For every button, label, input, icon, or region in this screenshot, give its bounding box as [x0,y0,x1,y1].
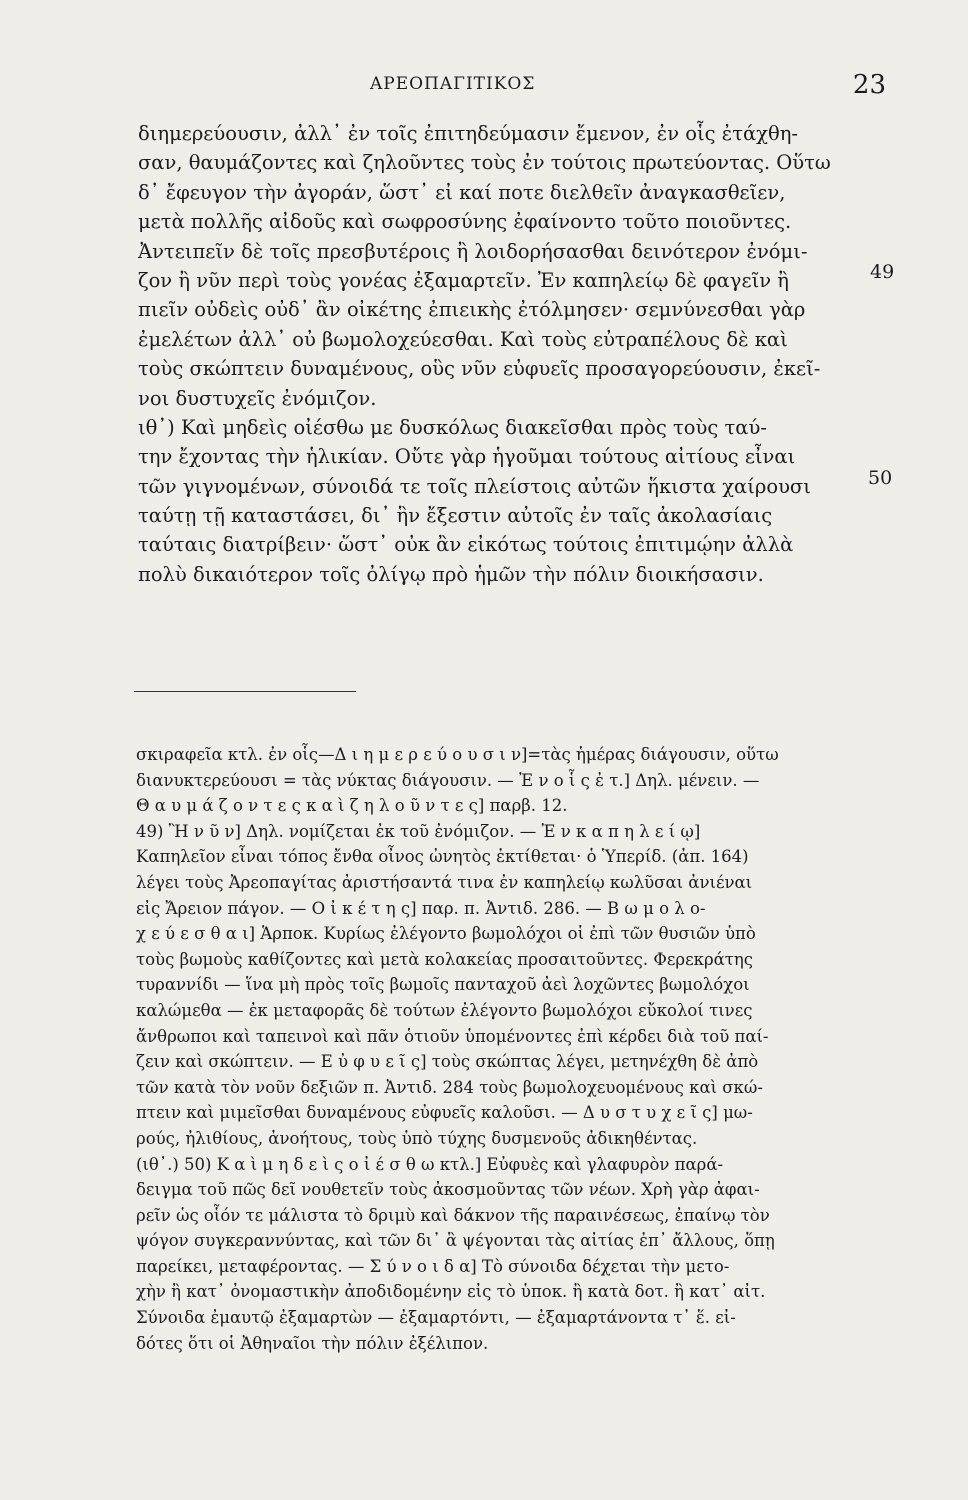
note-line: ζειν καὶ σκώπτειν. — Ε ὐ φ υ ε ῖ ς] τοὺς σκώπτας λέγει, μετηνέχθη δὲ ἀπὸ [136,1052,759,1072]
main-text [138,119,868,589]
note-line: Καπηλεῖον εἶναι τόπος ἔνθα οἶνος ὠνητὸς ἐκτίθεται· ὁ Ὑπερίδ. (ἀπ. 164) [136,847,749,867]
text-line: νοι δυστυχεῖς ἐνόμιζον. [138,386,377,410]
text-line: ἐμελέτων ἀλλ᾽ οὐ βωμολοχεύεσθαι. Καὶ τοὺς εὐτραπέλους δὲ καὶ [138,327,788,351]
text-line: Ἀντειπεῖν δὲ τοῖς πρεσβυτέροις ἢ λοιδορήσασθαι δεινότερον ἐνόμι- [138,239,808,263]
margin-line-number: 50 [868,467,893,489]
footnote-separator-rule [134,691,356,692]
text-line: τοὺς σκώπτειν δυναμένους, οὓς νῦν εὐφυεῖς προσαγορεύουσιν, ἐκεῖ- [138,357,821,381]
page-number: 23 [852,70,886,100]
text-line: μετὰ πολλῆς αἰδοῦς καὶ σωφροσύνης ἐφαίνοντο τοῦτο ποιοῦντες. [138,210,792,234]
text-line: ζον ἢ νῦν περὶ τοὺς γονέας ἐξαμαρτεῖν. Ἐν καπηλείῳ δὲ φαγεῖν ἢ [138,268,789,292]
text-line: δ᾽ ἔφευγον τὴν ἀγοράν, ὥστ᾽ εἰ καί ποτε διελθεῖν ἀναγκασθεῖεν, [138,180,786,204]
note-line: ρεῖν ὡς οἷόν τε μάλιστα τὸ δριμὺ καὶ δάκνον τῆς παραινέσεως, ἐπαίνῳ τὸν [136,1205,770,1225]
note-line: τοὺς βωμοὺς καθίζοντες καὶ μετὰ κολακείας προσαιτοῦντες. Φερεκράτης [136,949,754,969]
note-line: τῶν κατὰ τὸν νοῦν δεξιῶν π. Ἀντιδ. 284 τοὺς βωμολοχευομένους καὶ σκώ- [136,1077,763,1097]
footnotes [136,742,868,1356]
text-line: τῶν γιγνομένων, σύνοιδά τε τοῖς πλείστοις αὐτῶν ἥκιστα χαίρουσι [138,474,811,498]
note-line: ψόγον συγκεραννύντας, καὶ τῶν δι᾽ ἃ ψέγονται τὰς αἰτίας ἐπ᾽ ἄλλους, ὅπῃ [136,1231,775,1251]
note-line: Θ α υ μ ά ζ ο ν τ ε ς κ α ὶ ζ η λ ο ῦ ν τ ε ς] παρβ. 12. [136,796,568,816]
note-line: εἰς Ἄρειον πάγον. — Ο ἰ κ έ τ η ς] παρ. π. Ἀντιδ. 286. — Β ω μ ο λ ο- [136,898,706,918]
note-line: χὴν ἢ κατ᾽ ὀνομαστικὴν ἀποδιδομένην εἰς τὸ ὑποκ. ἢ κατὰ δοτ. ἢ κατ᾽ αἰτ. [136,1282,766,1302]
note-line: Σύνοιδα ἐμαυτῷ ἐξαμαρτὼν — ἐξαμαρτόντι, — ἐξαμαρτάνοντα τ᾽ ἕ. εἰ- [136,1308,736,1328]
note-line: 49) Ἢ ν ῦ ν] Δηλ. νομίζεται ἐκ τοῦ ἐνόμιζον. — Ἐ ν κ α π η λ ε ί ῳ] [136,821,701,841]
note-line: (ιθ᾽.) 50) Κ α ὶ μ η δ ε ὶ ς ο ἰ έ σ θ ω κτλ.] Εὐφυὲς καὶ γλαφυρὸν παρά- [136,1154,724,1174]
text-line: την ἔχοντας τὴν ἡλικίαν. Οὔτε γὰρ ἡγοῦμαι τούτους αἰτίους εἶναι [138,445,796,469]
note-line: καλώμεθα — ἐκ μεταφορᾶς δὲ τούτων ἐλέγοντο βωμολόχοι εὔκολοί τινες [136,1000,753,1020]
text-line: σαν, θαυμάζοντες καὶ ζηλοῦντες τοὺς ἐν τούτοις πρωτεύοντας. Οὕτω [138,151,831,175]
running-title: ΑΡΕΟΠΑΓΙΤΙΚΟΣ [370,74,536,94]
note-line: ρούς, ἠλιθίους, ἀνοήτους, τοὺς ὑπὸ τύχης δυσμενοῦς ἀδικηθέντας. [136,1128,698,1148]
note-line: δειγμα τοῦ πῶς δεῖ νουθετεῖν τοὺς ἀκοσμοῦντας τῶν νέων. Χρὴ γὰρ ἀφαι- [136,1180,760,1200]
note-line: παρείκει, μεταφέροντας. — Σ ύ ν ο ι δ α] Τὸ σύνοιδα δέχεται τὴν μετο- [136,1256,730,1276]
note-line: λέγει τοὺς Ἀρεοπαγίτας ἀριστήσαντά τινα ἐν καπηλείῳ κωλῦσαι ἀνιέναι [136,872,753,892]
text-line: πιεῖν οὐδεὶς οὐδ᾽ ἂν οἰκέτης ἐπιεικὴς ἐτόλμησεν· σεμνύνεσθαι γὰρ [138,298,806,322]
running-head [0,70,968,100]
note-line: διανυκτερεύουσι = τὰς νύκτας διάγουσιν. — Ἐ ν ο ἷ ς ἐ τ.] Δηλ. μένειν. — [136,770,760,790]
note-line: πτειν καὶ μιμεῖσθαι δυναμένους εὐφυεῖς καλοῦσι. — Δ υ σ τ υ χ ε ῖ ς] μω- [136,1103,753,1123]
text-line: ταύτῃ τῇ καταστάσει, δι᾽ ἣν ἔξεστιν αὐτοῖς ἐν ταῖς ἀκολασίαις [138,504,773,528]
note-line: χ ε ύ ε σ θ α ι] Ἁρποκ. Κυρίως ἐλέγοντο βωμολόχοι οἱ ἐπὶ τῶν θυσιῶν ὑπὸ [136,924,756,944]
text-line: πολὺ δικαιότερον τοῖς ὀλίγῳ πρὸ ἡμῶν τὴν πόλιν διοικήσασιν. [138,562,764,586]
text-line: ταύταις διατρίβειν· ὥστ᾽ οὐκ ἂν εἰκότως τούτοις ἐπιτιμῴην ἀλλὰ [138,533,794,557]
note-line: τυραννίδι — ἵνα μὴ πρὸς τοῖς βωμοῖς πανταχοῦ ἀεὶ λοχῶντες βωμολόχοι [136,975,750,995]
text-line: ιθ᾽) Καὶ μηδεὶς οἰέσθω με δυσκόλως διακεῖσθαι πρὸς τοὺς ταύ- [138,415,767,439]
note-line: σκιραφεῖα κτλ. ἐν οἷς—Δ ι η μ ε ρ ε ύ ο υ σ ι ν]=τὰς ἡμέρας διάγουσιν, οὕτω [136,745,779,764]
note-line: ἄνθρωποι καὶ ταπεινοὶ καὶ πᾶν ὁτιοῦν ὑπομένοντες ἐπὶ κέρδει διὰ τοῦ παί- [136,1026,769,1046]
margin-line-number: 49 [870,261,895,283]
text-line: διημερεύουσιν, ἀλλ᾽ ἐν τοῖς ἐπιτηδεύμασιν ἔμενον, ἐν οἷς ἐτάχθη- [138,122,799,145]
note-line: δότες ὅτι οἱ Ἀθηναῖοι τὴν πόλιν ἐξέλιπον. [136,1333,489,1353]
